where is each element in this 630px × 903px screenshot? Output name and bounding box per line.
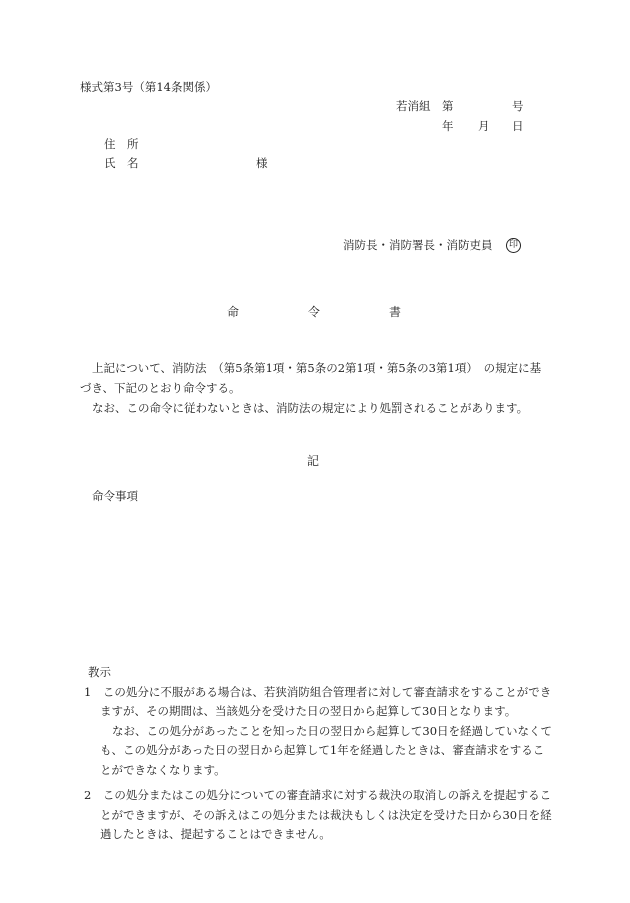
body-text <box>80 358 550 418</box>
title-char-1: 命 <box>227 305 240 319</box>
seal-mark <box>506 238 521 253</box>
instructions-section <box>84 663 554 845</box>
order-items-label: 命令事項 <box>92 489 138 503</box>
date-year: 年 <box>442 119 454 133</box>
ki-marker: 記 <box>307 454 320 468</box>
number-suffix: 号 <box>512 99 524 113</box>
instruction-item-1: 1 この処分に不服がある場合は、若狭消防組合管理者に対して審査請求をすることができますが、その期間は、当該処分を受けた日の翌日から起算して30日となります。 <box>84 684 552 718</box>
instructions-heading: 教示 <box>88 665 111 679</box>
honorific: 様 <box>256 156 268 170</box>
address-label: 住 所 <box>104 137 139 151</box>
issuer-titles: 消防長・消防署長・消防吏員 <box>343 238 493 252</box>
number-prefix: 第 <box>442 99 454 113</box>
name-label: 氏 名 <box>104 156 139 170</box>
instruction-item-2: 2 この処分またはこの処分についての審査請求に対する裁決の取消しの訴えを提起することができますが、その訴えはこの処分または裁決もしくは決定を受けた日から30日を経過したときは、提起することはできません。 <box>84 788 552 841</box>
instruction-item-1-note: なお、この処分があったことを知った日の翌日から起算して30日を経過していなくても、この処分があった日の翌日から起算して1年を経過したときは、審査請求をすることができなくなります。 <box>100 723 553 777</box>
title-char-2: 令 <box>308 305 321 319</box>
title-char-3: 書 <box>389 305 402 319</box>
body-paragraph-1: 上記について、消防法 （第5条第1項・第5条の2第1項・第5条の3第1項） の規定に基づき、下記のとおり命令する。 <box>80 361 542 395</box>
office-abbrev: 若消組 <box>396 99 431 113</box>
form-id: 様式第3号（第14条関係） <box>80 80 217 94</box>
body-paragraph-2: なお、この命令に従わないときは、消防法の規定により処罰されることがあります。 <box>92 401 529 415</box>
date-day: 日 <box>512 119 524 133</box>
date-month: 月 <box>478 119 490 133</box>
seal-glyph: 印 <box>506 238 521 253</box>
